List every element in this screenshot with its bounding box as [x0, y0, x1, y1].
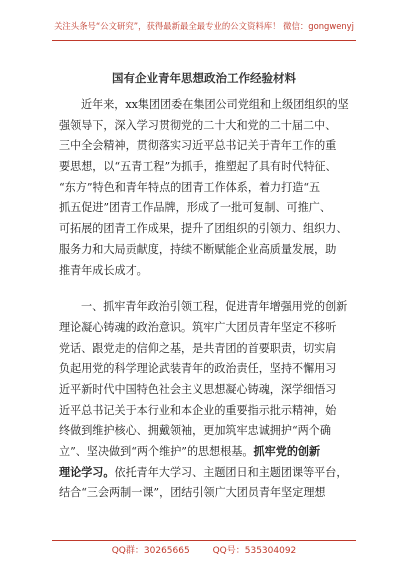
text-line: 终做到维护核心、拥戴领袖，更加筑牢忠诚拥护“两个确	[59, 424, 331, 438]
text-line: 三中全会精神，贯彻落实习近平总书记关于青年工作的重	[59, 139, 337, 153]
text-run: 立”、坚决做到“两个维护”的思想根基。	[59, 445, 254, 458]
document-title: 国有企业青年思想政治工作经验材料	[112, 71, 296, 85]
text-line: 近年来，xx集团团委在集团公司党组和上级团组织的坚	[81, 98, 349, 111]
text-line: 推青年成长成才。	[59, 263, 148, 277]
qq-group: QQ群：30265665	[111, 546, 190, 556]
text-line: 理论凝心铸魂的政治意识。筑牢广大团员青年坚定不移听	[59, 320, 337, 334]
paragraph-1	[59, 95, 351, 281]
paragraph-2	[59, 297, 351, 504]
contact-footer	[0, 540, 408, 580]
promo-header	[0, 0, 408, 48]
text-line: 近平总书记关于本行业和本企业的重要指示批示精神，始	[59, 403, 337, 417]
footer-contacts	[0, 543, 408, 556]
footer-divider	[52, 540, 356, 541]
text-line: 一、抓牢青年政治引领工程，促进青年增强用党的创新	[81, 300, 348, 314]
document-body	[59, 95, 351, 504]
qq-number: QQ号：535304092	[212, 546, 297, 556]
paragraph-gap	[59, 281, 351, 297]
text-line: 抓五促进”团青工作品牌，形成了一批可复制、可推广、	[59, 201, 331, 215]
bold-heading-start: 抓牢党的创新	[253, 445, 321, 458]
header-divider	[52, 40, 356, 41]
text-line: 负起用党的科学理论武装青年的政治责任，坚持不懈用习	[59, 362, 337, 376]
bold-heading-end: 理论学习。	[59, 465, 115, 479]
text-line: 服务力和大局贡献度，持续不断赋能企业高质量发展，助	[59, 242, 337, 256]
text-line	[59, 463, 351, 484]
text-line: “东方”特色和青年特点的团青工作体系，着力打造“五	[59, 180, 321, 194]
promo-text: 关注头条号“公文研究”，获得最新最全最专业的公文资料库！ 微信：gongwenyj	[54, 21, 354, 31]
text-line: 要思想，以“五青工程”为抓手，推塑起了具有时代特征、	[59, 160, 337, 174]
text-line: 强领导下，深入学习贯彻党的二十大和党的二十届二中、	[59, 118, 337, 132]
text-line: 可拓展的团青工作成果，提升了团组织的引领力、组织力、	[59, 222, 348, 236]
text-line: 党话、跟党走的信仰之基，是共青团的首要职责，切实肩	[59, 341, 337, 355]
text-line: 结合“三会两制一课”，团结引领广大团员青年坚定理想	[59, 486, 326, 500]
text-line: 近平新时代中国特色社会主义思想凝心铸魂，深学细悟习	[59, 382, 337, 396]
text-run: 依托青年大学习、主题团日和主题团课等平台，	[114, 465, 348, 479]
text-line	[59, 442, 351, 463]
